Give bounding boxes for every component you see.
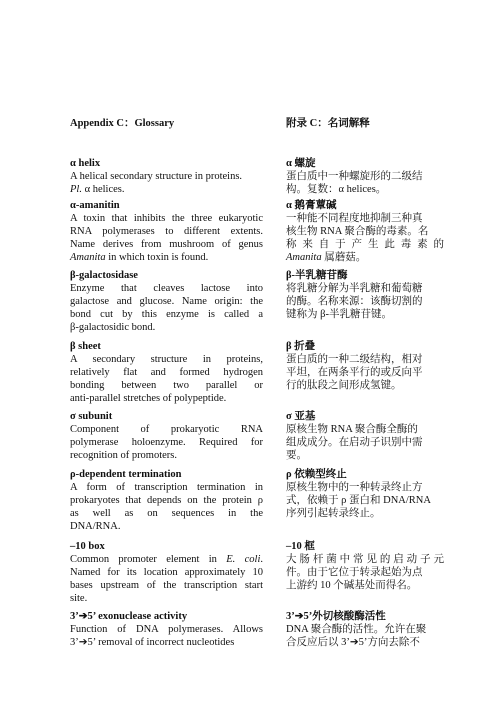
term: ρ 依赖型终止 [286, 469, 347, 480]
definition-line: Component of prokaryotic RNA [70, 424, 263, 435]
definition [70, 353, 263, 405]
definition [286, 353, 444, 392]
definition [70, 170, 263, 196]
definition-line: 式，依赖于 ρ 蛋白和 DNA/RNA [286, 495, 431, 506]
definition [286, 553, 444, 592]
definition-line: Enzyme that cleaves lactose into [70, 283, 263, 294]
definition-line: A secondary structure in proteins, [70, 354, 263, 365]
definition-line: site. [70, 593, 88, 604]
term: ρ-dependent termination [70, 469, 182, 480]
definition-line: Amanita in which toxin is found. [70, 252, 209, 263]
glossary-entry-beta-galactosidase-zh [286, 269, 444, 321]
definition-line: bases upstream of the transcription start [70, 580, 263, 591]
glossary-entry-alpha-helix-zh [286, 157, 444, 196]
definition-line: prokaryotes that depends on the protein ρ [70, 495, 263, 506]
glossary-entry-rho-dependent-termination-zh [286, 468, 444, 520]
glossary-entry-exonuclease-activity-zh [286, 610, 444, 649]
definition-line: 核生物 RNA 聚合酶的毒素。名 [286, 226, 429, 237]
glossary-entry-sigma-subunit [70, 410, 263, 462]
glossary-entry-beta-sheet-zh [286, 340, 444, 392]
term: σ subunit [70, 411, 113, 422]
definition-line: Pl. α helices. [70, 184, 125, 195]
definition-line: polymerase holoenzyme. Required for [70, 437, 263, 448]
term: 3’➔5’ exonuclease activity [70, 611, 188, 622]
term: β 折叠 [286, 341, 316, 352]
english-heading: Appendix C：Glossary [70, 118, 175, 129]
definition-line: bond cut by this enzyme is called a [70, 309, 263, 320]
definition-line: 上游约 10 个碱基处而得名。 [286, 580, 418, 591]
definition-line: DNA/RNA. [70, 521, 121, 532]
definition [70, 481, 263, 533]
definition-line: Common promoter element in E. coli. [70, 554, 263, 565]
definition-line: Amanita 属蘑菇。 [286, 252, 367, 263]
definition [286, 623, 444, 649]
definition-line: 蛋白质中一种螺旋形的二级结 [286, 171, 423, 182]
definition-line: 要。 [286, 450, 307, 461]
term: σ 亚基 [286, 411, 316, 422]
definition-line: 构。复数：α helices。 [286, 184, 387, 195]
term: β sheet [70, 341, 101, 352]
definition-line: 序列引起转录终止。 [286, 508, 381, 519]
definition-line: A form of transcription termination in [70, 482, 263, 493]
definition [70, 623, 263, 649]
definition [286, 170, 444, 196]
term: α 螺旋 [286, 158, 316, 169]
definition [286, 212, 444, 264]
definition-line: Named for its location approximately 10 [70, 567, 263, 578]
definition [286, 282, 444, 321]
definition-line: recognition of promoters. [70, 450, 178, 461]
definition-line: DNA 聚合酶的活性。允许在聚 [286, 624, 427, 635]
definition-line: bonding between two parallel or [70, 380, 263, 391]
definition-line: A helical secondary structure in proteins. [70, 171, 243, 182]
definition-line: as well as on sequences in the [70, 508, 263, 519]
term: 3’➔5’外切核酸酶活性 [286, 611, 386, 622]
definition-line: galactose and glucose. Name origin: the [70, 296, 263, 307]
definition [286, 481, 444, 520]
glossary-entry-rho-dependent-termination [70, 468, 263, 533]
term: α helix [70, 158, 101, 169]
term: –10 box [70, 541, 105, 552]
definition-line: A toxin that inhibits the three eukaryotic [70, 213, 263, 224]
definition-line: 行的肽段之间形成氢键。 [286, 380, 402, 391]
chinese-heading: 附录 C：名词解释 [286, 118, 370, 129]
glossary-entry-beta-sheet [70, 340, 263, 405]
definition-line: 原核生物中的一种转录终止方 [286, 482, 423, 493]
definition-line: 的酶。名称来源：该酶切割的 [286, 296, 423, 307]
definition-line: 组成成分。在启动子识别中需 [286, 437, 423, 448]
glossary-entry-exonuclease-activity [70, 610, 263, 649]
definition-line: 平坦，在两条平行的或反向平 [286, 367, 423, 378]
definition-line: Name derives from mushroom of genus [70, 239, 263, 250]
definition [70, 282, 263, 334]
definition-line: 原核生物 RNA 聚合酶全酶的 [286, 424, 418, 435]
glossary-entry-beta-galactosidase [70, 269, 263, 334]
term: α-amanitin [70, 200, 120, 211]
definition-line: 3’➔5’ removal of incorrect nucleotides [70, 637, 235, 648]
definition-line: Function of DNA polymerases. Allows [70, 624, 263, 635]
definition-line: 大肠杆菌中常见的启动子元 [286, 554, 444, 565]
term: α 鹅膏蕈碱 [286, 200, 337, 211]
definition-line: 合反应后以 3’➔5’方向去除不 [286, 637, 420, 648]
definition [286, 423, 444, 462]
definition-line: 蛋白质的一种二级结构，相对 [286, 354, 423, 365]
term: β-半乳糖苷酶 [286, 270, 348, 281]
definition-line: 键称为 β-半乳糖苷键。 [286, 309, 392, 320]
definition-line: relatively flat and formed hydrogen [70, 367, 263, 378]
glossary-entry-minus-10-box [70, 540, 263, 605]
glossary-entry-alpha-helix [70, 157, 263, 196]
term: –10 框 [286, 541, 315, 552]
glossary-entry-minus-10-box-zh [286, 540, 444, 592]
definition-line: β-galactosidic bond. [70, 322, 156, 333]
definition [70, 212, 263, 264]
glossary-entry-alpha-amanitin [70, 199, 263, 264]
definition-line: RNA polymerases to different extents. [70, 226, 263, 237]
definition-line: anti-parallel stretches of polypeptide. [70, 393, 227, 404]
definition-line: 将乳糖分解为半乳糖和葡萄糖 [286, 283, 423, 294]
term: β-galactosidase [70, 270, 138, 281]
definition [70, 553, 263, 605]
definition-line: 件。由于它位于转录起始为点 [286, 567, 423, 578]
definition [70, 423, 263, 462]
glossary-entry-sigma-subunit-zh [286, 410, 444, 462]
definition-line: 称来自于产生此毒素的 [286, 239, 444, 250]
definition-line: 一种能不同程度地抑制三种真 [286, 213, 423, 224]
glossary-entry-alpha-amanitin-zh [286, 199, 444, 264]
